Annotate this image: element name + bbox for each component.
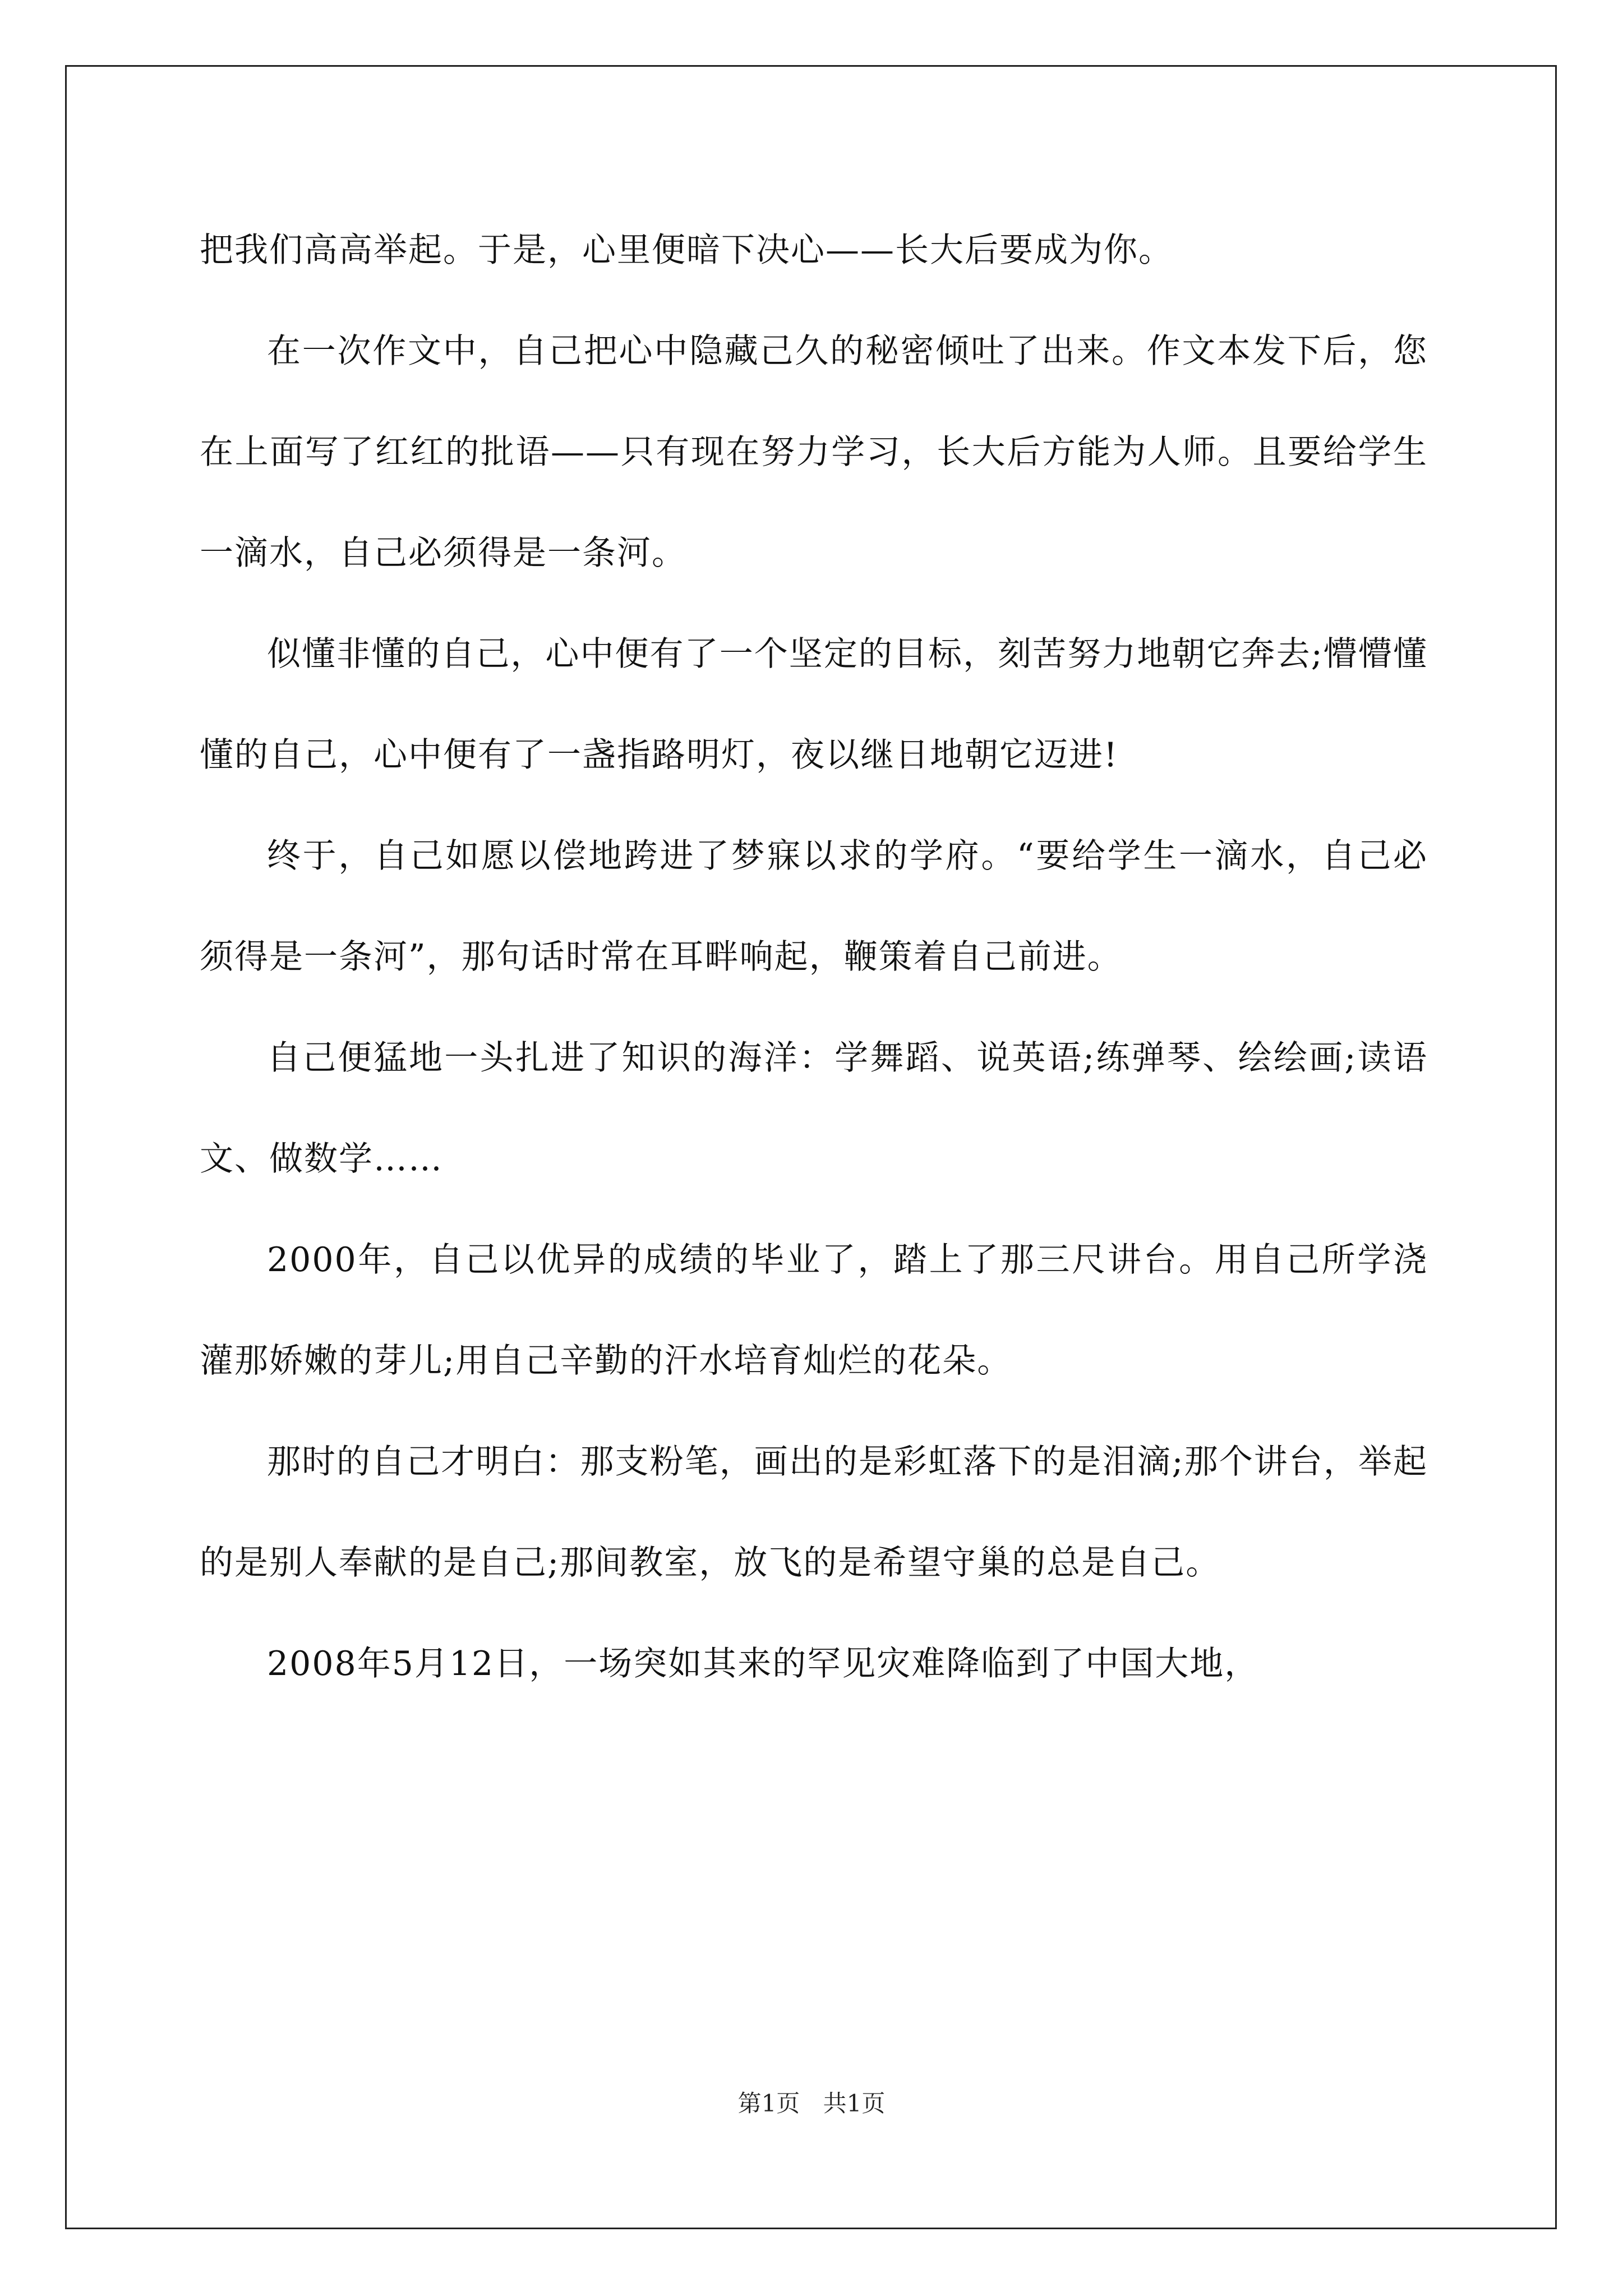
document-body xyxy=(200,200,1428,1714)
page-footer xyxy=(0,2087,1623,2120)
paragraph: 终于，自己如愿以偿地跨进了梦寐以求的学府。“要给学生一滴水，自己必须得是一条河”，那句话时常在耳畔响起，鞭策着自己前进。 xyxy=(200,836,1428,977)
paragraph: 2000年，自己以优异的成绩的毕业了，踏上了那三尺讲台。用自己所学浇灌那娇嫩的芽儿;用自己辛勤的汗水培育灿烂的花朵。 xyxy=(200,1240,1428,1381)
paragraph: 似懂非懂的自己，心中便有了一个坚定的目标，刻苦努力地朝它奔去;懵懵懂懂的自己，心中便有了一盏指路明灯，夜以继日地朝它迈进! xyxy=(200,634,1428,775)
paragraph: 2008年5月12日，一场突如其来的罕见灾难降临到了中国大地， xyxy=(267,1644,1260,1683)
page-number: 第1页 xyxy=(737,2090,800,2117)
page-total: 共1页 xyxy=(823,2090,886,2117)
paragraph: 在一次作文中，自己把心中隐藏己久的秘密倾吐了出来。作文本发下后，您在上面写了红红的批语——只有现在努力学习，长大后方能为人师。且要给学生一滴水，自己必须得是一条河。 xyxy=(200,332,1428,573)
paragraph: 那时的自己才明白：那支粉笔，画出的是彩虹落下的是泪滴;那个讲台，举起的是别人奉献的是自己;那间教室，放飞的是希望守巢的总是自己。 xyxy=(200,1442,1428,1582)
paragraph: 自己便猛地一头扎进了知识的海洋：学舞蹈、说英语;练弹琴、绘绘画;读语文、做数学…… xyxy=(200,1038,1428,1179)
paragraph-continued: 把我们高高举起。于是，心里便暗下决心——长大后要成为你。 xyxy=(200,231,1173,270)
